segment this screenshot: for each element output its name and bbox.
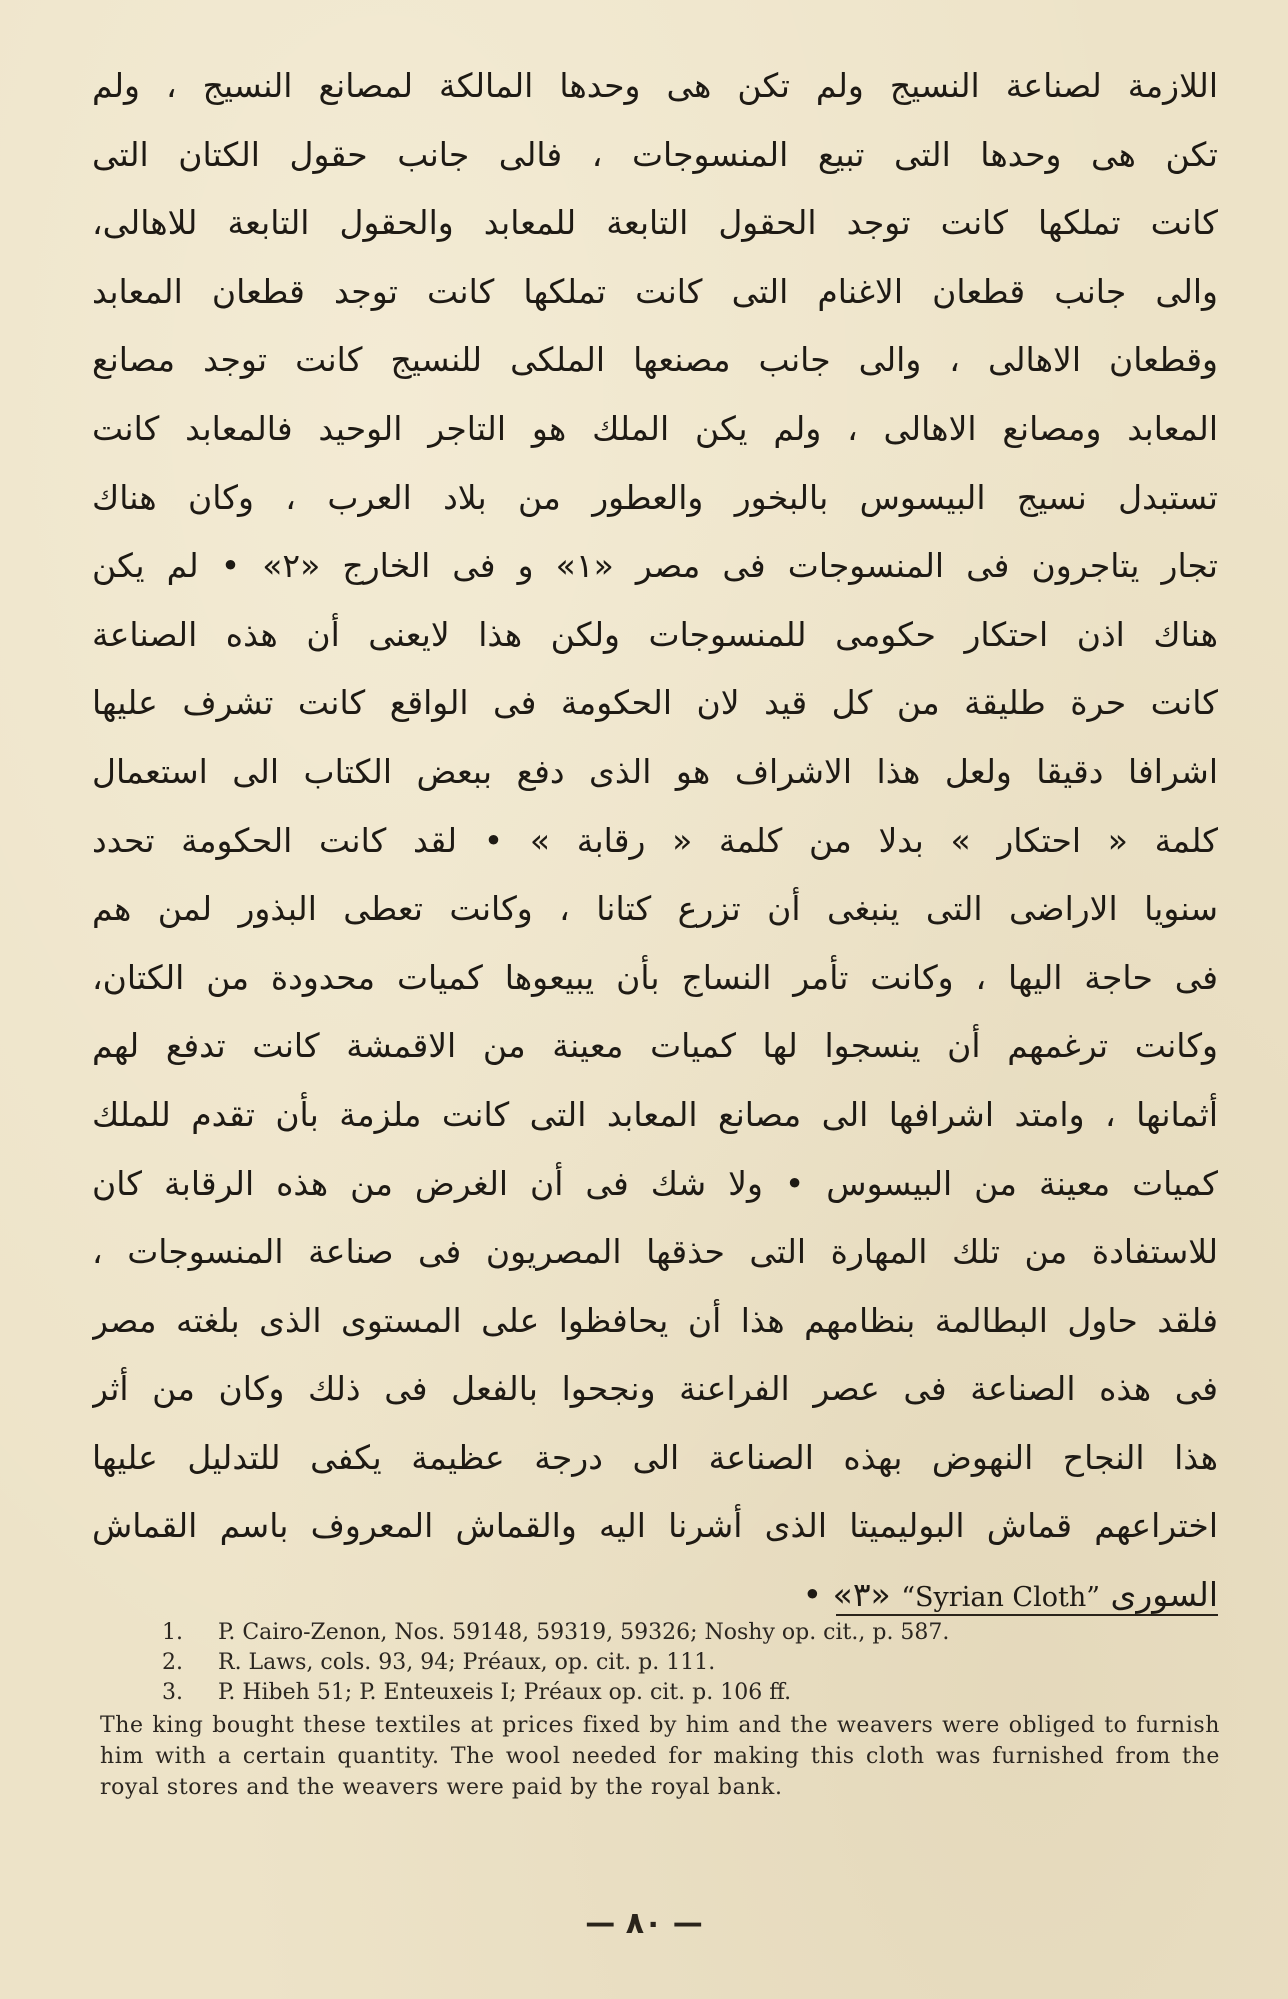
text-line: والى جانب قطعان الاغنام التى كانت تملكها كانت توجد قطعان المعابد — [92, 271, 1218, 311]
text-line: اللازمة لصناعة النسيج ولم تكن هى وحدها المالكة لمصانع النسيج ، ولم — [92, 66, 1218, 105]
text-line: تستبدل نسيج البيسوس بالبخور والعطور من بلاد العرب ، وكان هناك — [92, 477, 1218, 517]
text-line: وقطعان الاهالى ، والى جانب مصنعها الملكى للنسيج كانت توجد مصانع — [92, 340, 1218, 380]
arabic-body-text — [92, 52, 1218, 1630]
text-line: فى حاجة اليها ، وكانت تأمر النساج بأن يبيعوها كميات محدودة من الكتان، — [92, 957, 1218, 997]
footnotes — [100, 1618, 1220, 1803]
final-line-arabic: السورى — [1110, 1575, 1218, 1615]
text-line: هناك اذن احتكار حكومى للمنسوجات ولكن هذا لايعنى أن هذه الصناعة — [92, 614, 1218, 654]
footnote-number: 2. — [162, 1650, 183, 1675]
text-line: فى هذه الصناعة فى عصر الفراعنة ونجحوا بالفعل فى ذلك وكان من أثر — [92, 1369, 1218, 1409]
footnote-divider — [836, 1614, 1218, 1616]
footnote-text: P. Hibeh 51; P. Enteuxeis I; Préaux op. cit. p. 106 ff. — [218, 1680, 792, 1705]
footnote-text: P. Cairo-Zenon, Nos. 59148, 59319, 59326; Noshy op. cit., p. 587. — [218, 1620, 950, 1645]
final-line-latin: “Syrian Cloth” — [901, 1582, 1101, 1614]
text-line: تجار يتاجرون فى المنسوجات فى مصر «١» و فى الخارج «٢» • لم يكن — [92, 546, 1218, 586]
text-line: أثمانها ، وامتد اشرافها الى مصانع المعابد التى كانت ملزمة بأن تقدم للملك — [92, 1094, 1218, 1134]
text-line: تكن هى وحدها التى تبيع المنسوجات ، فالى جانب حقول الكتان التى — [92, 134, 1218, 174]
text-line: كلمة « احتكار » بدلا من كلمة « رقابة » • لقد كانت الحكومة تحدد — [92, 820, 1218, 860]
text-line: اشرافا دقيقا ولعل هذا الاشراف هو الذى دفع ببعض الكتاب الى استعمال — [92, 751, 1218, 791]
text-line: اختراعهم قماش البوليميتا الذى أشرنا اليه والقماش المعروف باسم القماش — [92, 1506, 1218, 1546]
page-number: — ٨٠ — — [585, 1906, 703, 1941]
text-line: فلقد حاول البطالمة بنظامهم هذا أن يحافظوا على المستوى الذى بلغته مصر — [92, 1300, 1218, 1340]
text-line: كميات معينة من البيسوس • ولا شك فى أن الغرض من هذه الرقابة كان — [92, 1163, 1218, 1203]
footnote-note: The king bought these textiles at prices fixed by him and the weavers were obliged to furnish him with a certain quantity. The wool needed for making this cloth was furnished from the royal stores and the weavers were paid by the royal bank. — [100, 1713, 1220, 1800]
text-line: هذا النجاح النهوض بهذه الصناعة الى درجة عظيمة يكفى للتدليل عليها — [92, 1437, 1218, 1477]
text-line: كانت تملكها كانت توجد الحقول التابعة للمعابد والحقول التابعة للاهالى، — [92, 203, 1218, 243]
text-line: المعابد ومصانع الاهالى ، ولم يكن الملك هو التاجر الوحيد فالمعابد كانت — [92, 408, 1218, 448]
text-line: كانت حرة طليقة من كل قيد لان الحكومة فى الواقع كانت تشرف عليها — [92, 683, 1218, 723]
text-line: وكانت ترغمهم أن ينسجوا لها كميات معينة من الاقمشة كانت تدفع لهم — [92, 1026, 1218, 1066]
footnote-item — [100, 1618, 1220, 1648]
final-line-tail: «٣» • — [802, 1575, 891, 1615]
footnote-item — [100, 1678, 1220, 1708]
footnote-number: 1. — [162, 1620, 183, 1645]
footnote-item — [100, 1648, 1220, 1678]
text-line: للاستفادة من تلك المهارة التى حذقها المصريون فى صناعة المنسوجات ، — [92, 1232, 1218, 1272]
text-line: سنويا الاراضى التى ينبغى أن تزرع كتانا ، وكانت تعطى البذور لمن هم — [92, 889, 1218, 929]
footnote-text: R. Laws, cols. 93, 94; Préaux, op. cit. p. 111. — [218, 1650, 716, 1675]
footnote-number: 3. — [162, 1680, 183, 1705]
